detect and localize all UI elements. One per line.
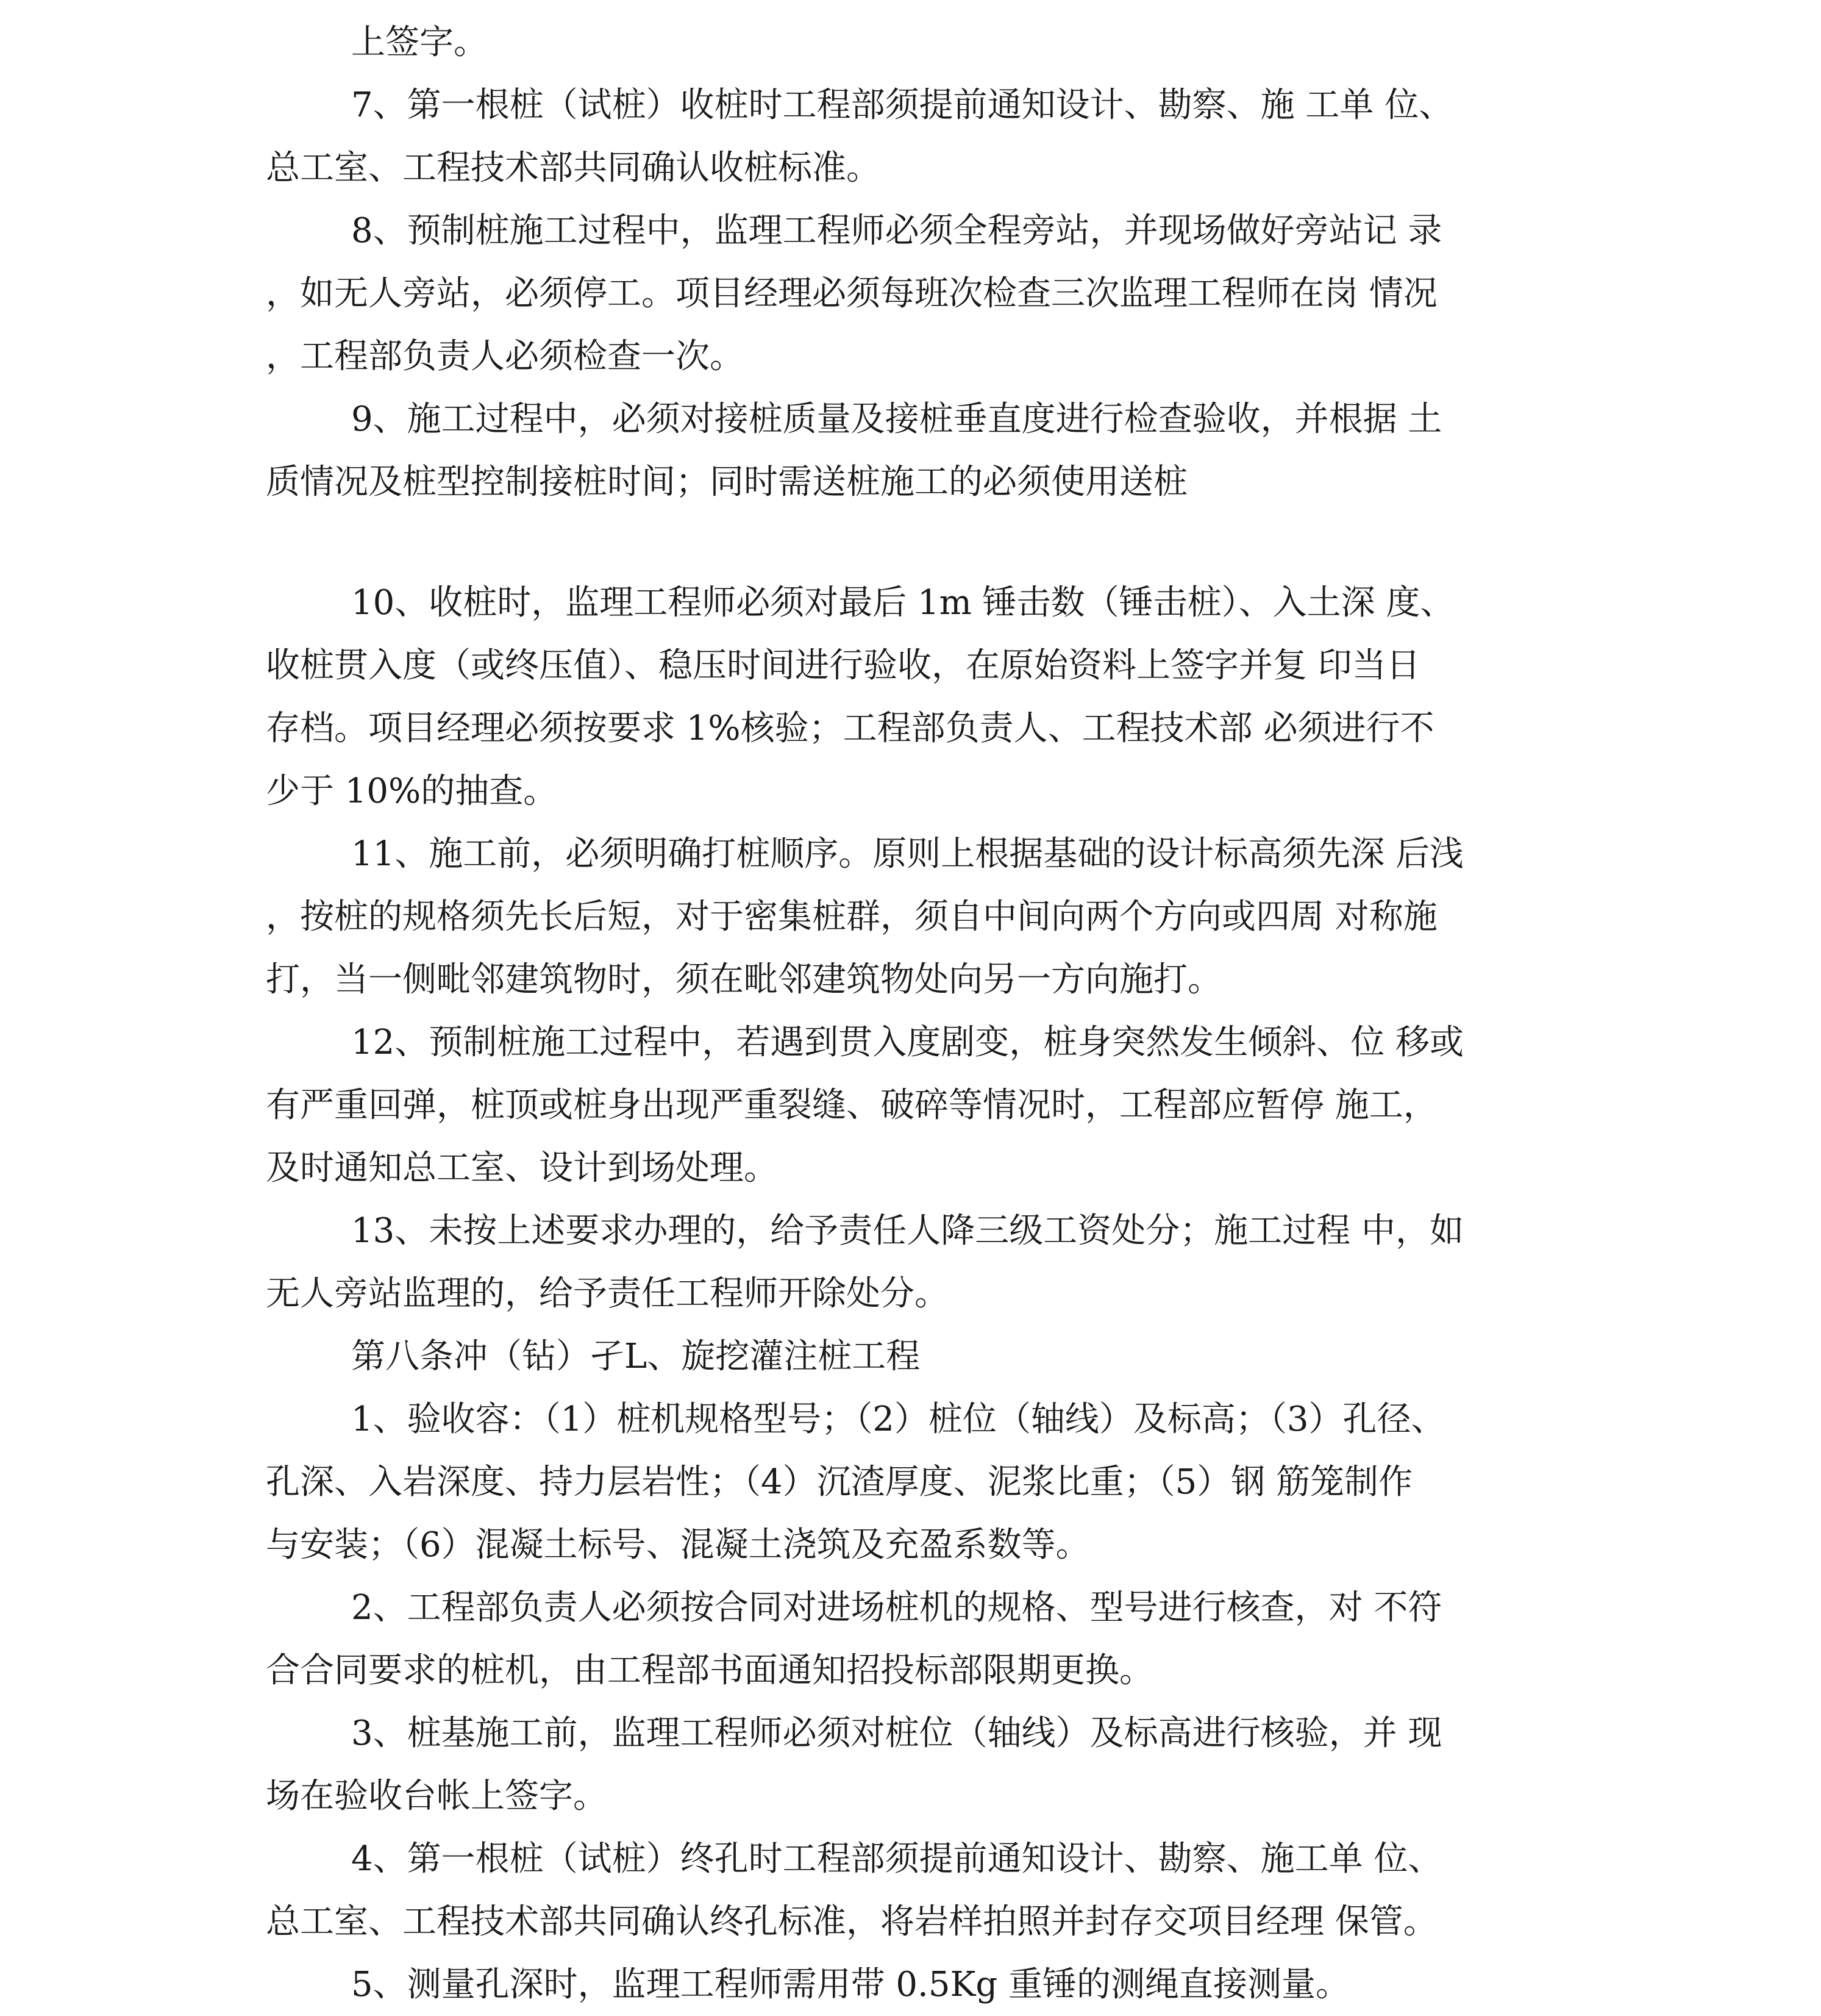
item-9-line-2: 质情况及桩型控制接桩时间；同时需送桩施工的必须使用送桩	[266, 462, 1188, 502]
item-10-line-2: 收桩贯入度（或终压值）、稳压时间进行验收，在原始资料上签字并复 印当日	[266, 646, 1420, 685]
item-13-line-1: 13、未按上述要求办理的，给予责任人降三级工资处分；施工过程 中，如	[351, 1211, 1464, 1251]
item-9-line-1: 9、施工过程中，必须对接桩质量及接桩垂直度进行检查验收，并根据 土	[351, 399, 1442, 439]
item-12-line-2: 有严重回弹，桩顶或桩身出现严重裂缝、破碎等情况时，工程部应暂停 施工，	[266, 1085, 1438, 1125]
paragraph-gap	[266, 513, 1558, 571]
acceptance-item-1-line-2: 孔深、入岩深度、持力层岩性；（4）沉渣厚度、泥浆比重；（5）钢 筋笼制作	[266, 1462, 1413, 1502]
item-8-line-3: ，工程部负责人必须检查一次。	[266, 337, 744, 376]
acceptance-item-1-line-3: 与安装；（6）混凝土标号、混凝土浇筑及充盈系数等。	[266, 1525, 1090, 1565]
item-8-line-2: ，如无人旁站，必须停工。项目经理必须每班次检查三次监理工程师在岗 情况	[266, 274, 1438, 313]
acceptance-item-4-line-2: 总工室、工程技术部共同确认终孔标准，将岩样拍照并封存交项目经理 保管。	[266, 1902, 1438, 1942]
acceptance-item-3-line-2: 场在验收台帐上签字。	[266, 1776, 607, 1816]
item-10-line-4: 少于 10%的抽查。	[266, 771, 558, 811]
item-13-line-2: 无人旁站监理的，给予责任工程师开除处分。	[266, 1274, 949, 1314]
document-body	[266, 11, 1558, 2016]
item-12-line-1: 12、预制桩施工过程中，若遇到贯入度剧变，桩身突然发生倾斜、位 移或	[351, 1023, 1464, 1062]
item-8-line-1: 8、预制桩施工过程中，监理工程师必须全程旁站，并现场做好旁站记 录	[351, 211, 1442, 251]
item-7-line-2: 总工室、工程技术部共同确认收桩标准。	[266, 148, 880, 188]
acceptance-item-4-line-1: 4、第一根桩（试桩）终孔时工程部须提前通知设计、勘察、施工单 位、	[351, 1839, 1442, 1879]
acceptance-item-5-line-1: 5、测量孔深时，监理工程师需用带 0.5Kg 重锤的测绳直接测量。	[351, 1965, 1350, 2004]
item-12-line-3: 及时通知总工室、设计到场处理。	[266, 1148, 778, 1188]
item-11-line-3: 打，当一侧毗邻建筑物时，须在毗邻建筑物处向另一方向施打。	[266, 960, 1222, 999]
item-11-line-2: ，按桩的规格须先长后短，对于密集桩群，须自中间向两个方向或四周 对称施	[266, 897, 1438, 937]
item-10-line-3: 存档。项目经理必须按要求 1%核验；工程部负责人、工程技术部 必须进行不	[266, 709, 1434, 748]
item-11-line-1: 11、施工前，必须明确打桩顺序。原则上根据基础的设计标高须先深 后浅	[351, 834, 1464, 874]
item-10-line-1: 10、收桩时，监理工程师必须对最后 1m 锤击数（锤击桩）、入土深 度、	[351, 583, 1455, 623]
item-7-line-1: 7、第一根桩（试桩）收桩时工程部须提前通知设计、勘察、施 工单 位、	[351, 85, 1453, 125]
acceptance-item-2-line-2: 合合同要求的桩机，由工程部书面通知招投标部限期更换。	[266, 1651, 1153, 1690]
acceptance-item-1-line-1: 1、验收容：（1）桩机规格型号；（2）桩位（轴线）及标高；（3）孔径、	[351, 1399, 1445, 1439]
acceptance-item-2-line-1: 2、工程部负责人必须按合同对进场桩机的规格、型号进行核查，对 不符	[351, 1588, 1442, 1628]
section-heading: 第八条冲（钻）孑L、旋挖灌注桩工程	[351, 1337, 921, 1376]
acceptance-item-3-line-1: 3、桩基施工前，监理工程师必须对桩位（轴线）及标高进行核验，并 现	[351, 1714, 1442, 1753]
text-line: 上签字。	[351, 23, 488, 62]
